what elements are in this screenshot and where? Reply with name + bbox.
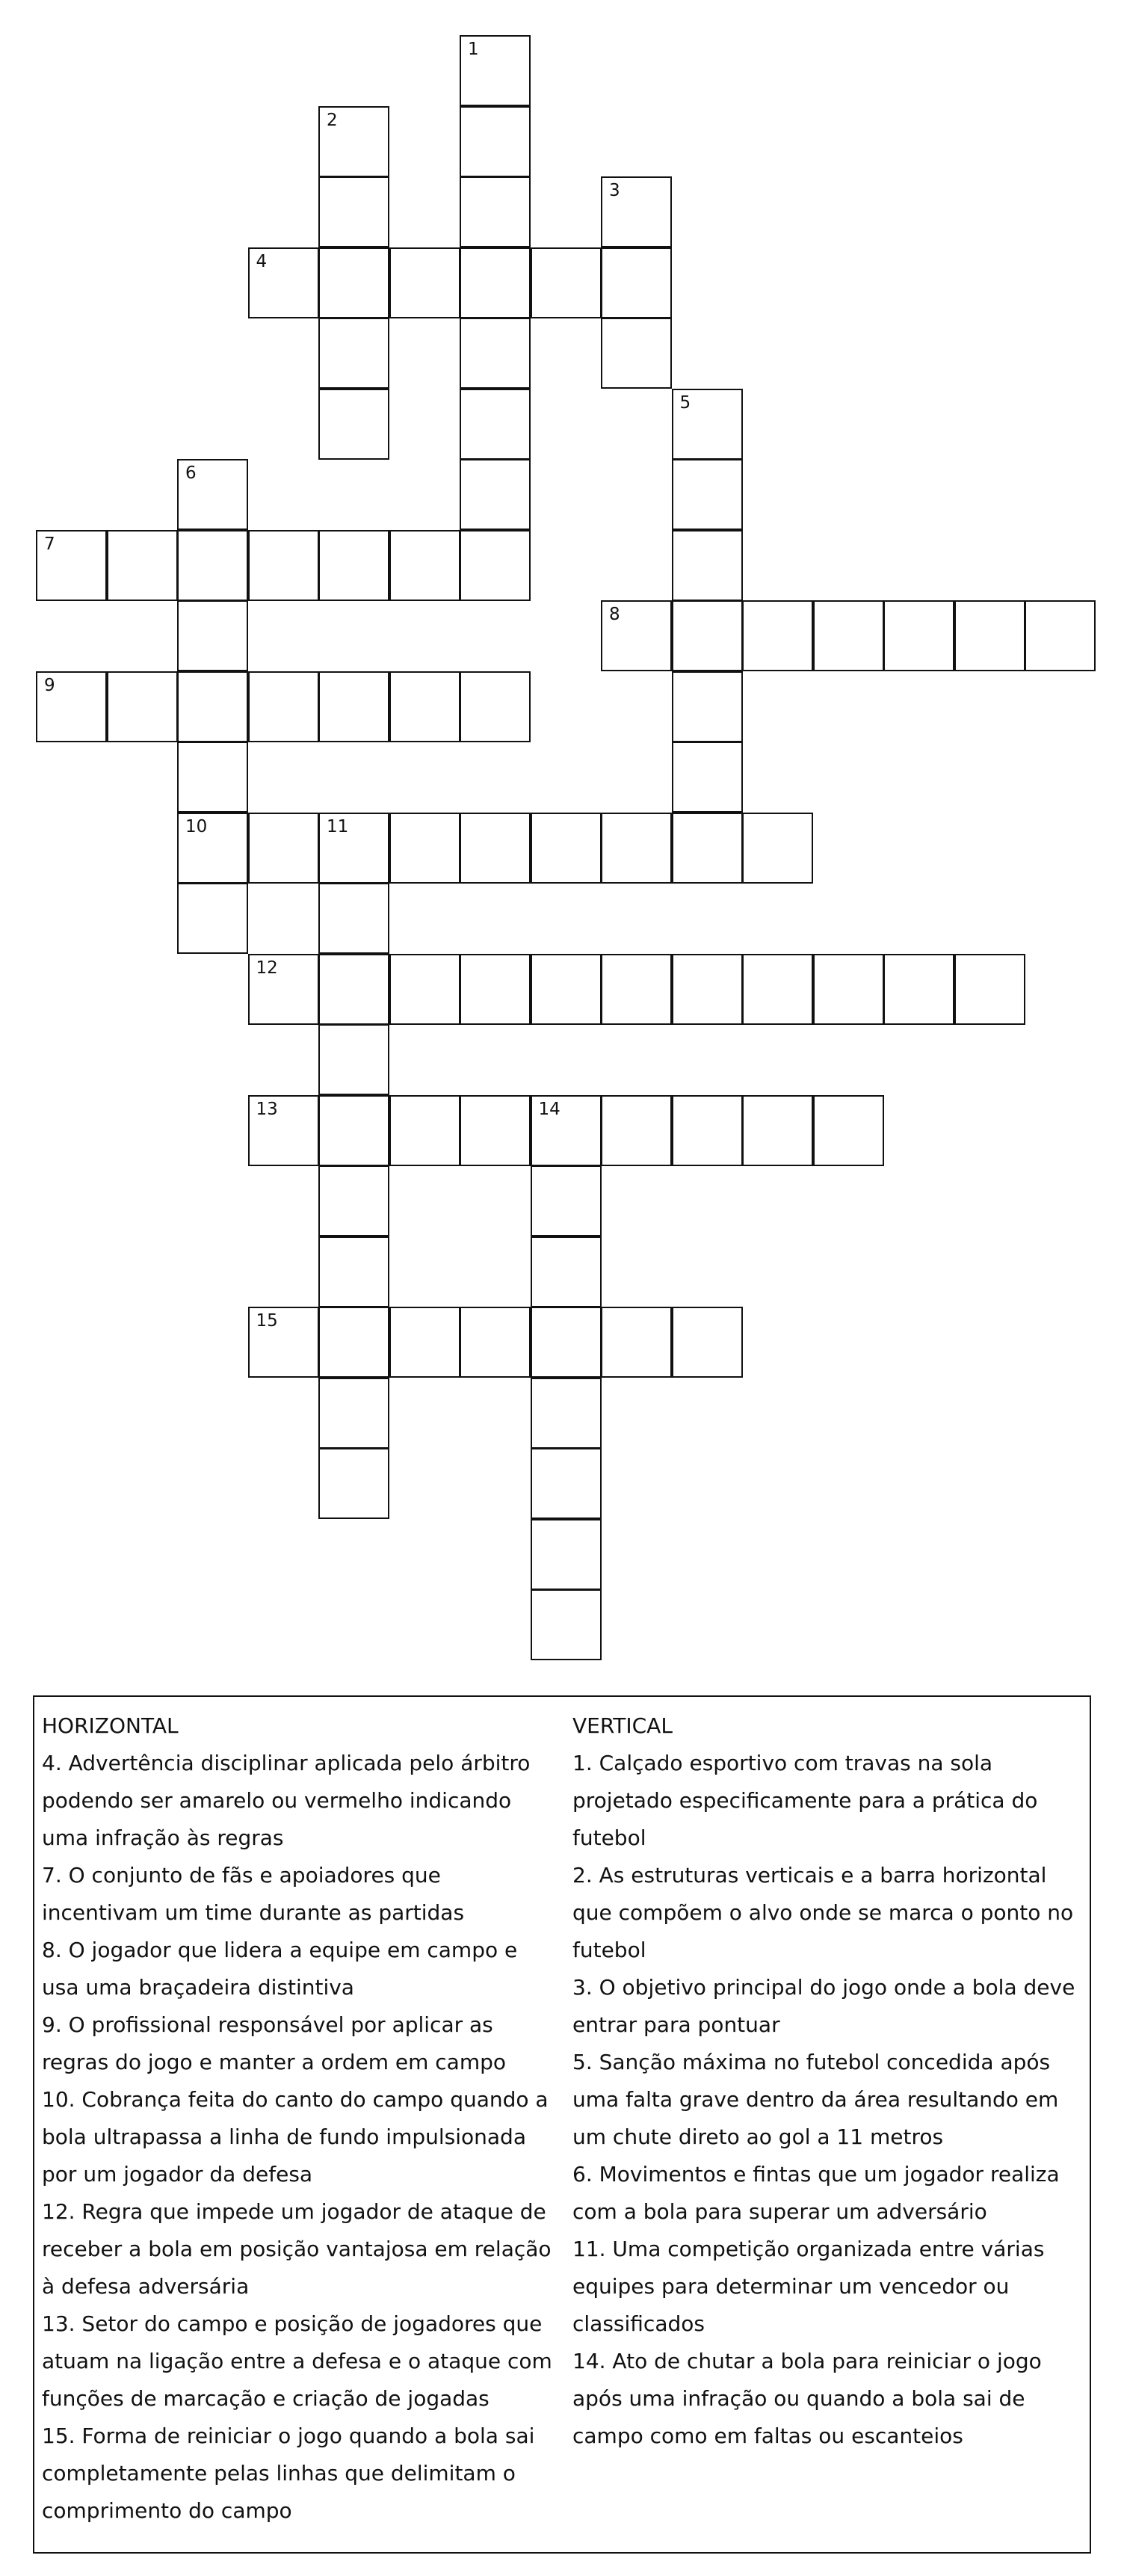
grid-cell[interactable] xyxy=(531,1519,602,1590)
grid-cell[interactable] xyxy=(813,1095,884,1166)
grid-cell[interactable] xyxy=(672,671,743,742)
grid-cell[interactable] xyxy=(177,600,248,671)
clue-down-2: 2. As estruturas verticais e a barra horizontal que compõem o alvo onde se marca o ponto no futebol xyxy=(572,1863,1074,1962)
grid-cell[interactable] xyxy=(177,530,248,601)
grid-cell[interactable] xyxy=(318,106,389,177)
down-heading: VERTICAL xyxy=(572,1713,673,1738)
grid-cell[interactable] xyxy=(531,1165,602,1236)
clue-number: 5 xyxy=(679,392,691,413)
clue-down-5: 5. Sanção máxima no futebol concedida após uma falta grave dentro da área resultando em um chute direto ao gol a 11 metros xyxy=(572,2050,1059,2149)
grid-cell[interactable] xyxy=(601,318,672,389)
clue-down-6: 6. Movimentos e fintas que um jogador realiza com a bola para superar um adversário xyxy=(572,2162,1060,2224)
clue-number: 7 xyxy=(44,534,55,554)
grid-cell[interactable] xyxy=(813,954,884,1025)
grid-cell[interactable] xyxy=(460,954,531,1025)
grid-cell[interactable] xyxy=(248,671,319,742)
grid-cell[interactable] xyxy=(531,1307,602,1378)
grid-cell[interactable] xyxy=(601,247,672,318)
grid-cell[interactable] xyxy=(672,954,743,1025)
grid-cell[interactable] xyxy=(531,1095,602,1166)
grid-cell[interactable] xyxy=(36,530,107,601)
grid-cell[interactable] xyxy=(672,813,743,884)
grid-cell[interactable] xyxy=(742,600,813,671)
grid-cell[interactable] xyxy=(460,106,531,177)
grid-cell[interactable] xyxy=(177,742,248,813)
grid-cell[interactable] xyxy=(318,530,389,601)
grid-cell[interactable] xyxy=(460,318,531,389)
clue-number: 10 xyxy=(185,816,208,836)
grid-cell[interactable] xyxy=(36,671,107,742)
grid-cell[interactable] xyxy=(460,459,531,530)
grid-cell[interactable] xyxy=(248,954,319,1025)
grid-cell[interactable] xyxy=(318,883,389,954)
grid-cell[interactable] xyxy=(531,1448,602,1519)
grid-cell[interactable] xyxy=(672,459,743,530)
grid-cell[interactable] xyxy=(460,671,531,742)
grid-cell[interactable] xyxy=(601,1095,672,1166)
grid-cell[interactable] xyxy=(672,1095,743,1166)
grid-cell[interactable] xyxy=(531,1589,602,1660)
grid-cell[interactable] xyxy=(672,742,743,813)
clue-number: 4 xyxy=(256,251,268,271)
grid-cell[interactable] xyxy=(531,247,602,318)
grid-cell[interactable] xyxy=(531,1378,602,1449)
grid-cell[interactable] xyxy=(318,671,389,742)
grid-cell[interactable] xyxy=(318,318,389,389)
grid-cell[interactable] xyxy=(1025,600,1096,671)
across-heading: HORIZONTAL xyxy=(42,1713,179,1738)
grid-cell[interactable] xyxy=(813,600,884,671)
grid-cell[interactable] xyxy=(883,600,954,671)
grid-cell[interactable] xyxy=(389,1095,460,1166)
clue-across-9: 9. O profissional responsável por aplicar as regras do jogo e manter a ordem em campo xyxy=(42,2012,507,2074)
grid-cell[interactable] xyxy=(460,247,531,318)
grid-cell[interactable] xyxy=(460,530,531,601)
grid-cell[interactable] xyxy=(107,671,178,742)
grid-cell[interactable] xyxy=(248,813,319,884)
grid-cell[interactable] xyxy=(318,247,389,318)
clue-number: 11 xyxy=(327,816,349,836)
clue-down-14: 14. Ato de chutar a bola para reiniciar o jogo após uma infração ou quando a bola sai de campo como em faltas ou escanteios xyxy=(572,2349,1042,2448)
grid-cell[interactable] xyxy=(460,1095,531,1166)
grid-cell[interactable] xyxy=(531,954,602,1025)
clue-number: 15 xyxy=(256,1311,278,1331)
grid-cell[interactable] xyxy=(460,35,531,106)
clue-across-7: 7. O conjunto de fãs e apoiadores que incentivam um time durante as partidas xyxy=(42,1863,465,1925)
clue-across-15: 15. Forma de reiniciar o jogo quando a bola sai completamente pelas linhas que delimitam o comprimento do campo xyxy=(42,2424,535,2523)
grid-cell[interactable] xyxy=(672,389,743,460)
grid-cell[interactable] xyxy=(460,813,531,884)
grid-cell[interactable] xyxy=(389,247,460,318)
grid-cell[interactable] xyxy=(248,1307,319,1378)
grid-cell[interactable] xyxy=(601,600,672,671)
grid-cell[interactable] xyxy=(601,176,672,247)
grid-cell[interactable] xyxy=(601,954,672,1025)
grid-cell[interactable] xyxy=(318,1307,389,1378)
clue-down-1: 1. Calçado esportivo com travas na sola projetado especificamente para a prática do futebol xyxy=(572,1751,1038,1850)
clue-across-13: 13. Setor do campo e posição de jogadores que atuam na ligação entre a defesa e o ataque com funções de marcação e criação de jogadas xyxy=(42,2311,552,2411)
clue-across-12: 12. Regra que impede um jogador de ataque de receber a bola em posição vantajosa em relação à defesa adversária xyxy=(42,2199,552,2299)
grid-cell[interactable] xyxy=(460,1307,531,1378)
clue-number: 13 xyxy=(256,1099,278,1119)
grid-cell[interactable] xyxy=(177,813,248,884)
clue-number: 14 xyxy=(538,1099,561,1119)
grid-cell[interactable] xyxy=(318,1095,389,1166)
grid-cell[interactable] xyxy=(672,600,743,671)
grid-cell[interactable] xyxy=(248,1095,319,1166)
grid-cell[interactable] xyxy=(389,954,460,1025)
grid-cell[interactable] xyxy=(460,389,531,460)
grid-cell[interactable] xyxy=(389,813,460,884)
grid-cell[interactable] xyxy=(389,530,460,601)
grid-cell[interactable] xyxy=(742,954,813,1025)
grid-cell[interactable] xyxy=(389,671,460,742)
grid-cell[interactable] xyxy=(389,1307,460,1378)
grid-cell[interactable] xyxy=(460,176,531,247)
clue-across-4: 4. Advertência disciplinar aplicada pelo árbitro podendo ser amarelo ou vermelho indicando uma infração às regras xyxy=(42,1751,531,1850)
grid-cell[interactable] xyxy=(531,813,602,884)
grid-cell[interactable] xyxy=(883,954,954,1025)
grid-cell[interactable] xyxy=(248,247,319,318)
grid-cell[interactable] xyxy=(601,813,672,884)
grid-cell[interactable] xyxy=(318,1024,389,1095)
grid-cell[interactable] xyxy=(954,954,1025,1025)
down-clues xyxy=(572,1707,1088,2455)
clue-number: 1 xyxy=(468,40,479,59)
grid-cell[interactable] xyxy=(177,459,248,530)
clue-number: 9 xyxy=(44,675,55,695)
clue-number: 12 xyxy=(256,958,278,978)
grid-cell[interactable] xyxy=(318,176,389,247)
grid-cell[interactable] xyxy=(672,530,743,601)
clue-number: 8 xyxy=(609,605,620,624)
grid-cell[interactable] xyxy=(318,954,389,1025)
grid-cell[interactable] xyxy=(601,1307,672,1378)
grid-cell[interactable] xyxy=(177,671,248,742)
grid-cell[interactable] xyxy=(107,530,178,601)
grid-cell[interactable] xyxy=(318,389,389,460)
clue-across-8: 8. O jogador que lidera a equipe em campo e usa uma braçadeira distintiva xyxy=(42,1938,518,2000)
clue-number: 2 xyxy=(327,110,338,130)
grid-cell[interactable] xyxy=(318,1448,389,1519)
grid-cell[interactable] xyxy=(177,883,248,954)
grid-cell[interactable] xyxy=(318,1378,389,1449)
grid-cell[interactable] xyxy=(742,1095,813,1166)
across-clues xyxy=(42,1707,558,2530)
grid-cell[interactable] xyxy=(742,813,813,884)
grid-cell[interactable] xyxy=(248,530,319,601)
grid-cell[interactable] xyxy=(672,1307,743,1378)
clue-down-11: 11. Uma competição organizada entre várias equipes para determinar um vencedor ou classificados xyxy=(572,2237,1045,2336)
grid-cell[interactable] xyxy=(318,1236,389,1307)
grid-cell[interactable] xyxy=(318,813,389,884)
clue-number: 6 xyxy=(185,463,197,483)
clue-across-10: 10. Cobrança feita do canto do campo quando a bola ultrapassa a linha de fundo impulsionada por um jogador da defesa xyxy=(42,2087,549,2187)
clue-number: 3 xyxy=(609,181,620,200)
clue-down-3: 3. O objetivo principal do jogo onde a bola deve entrar para pontuar xyxy=(572,1975,1075,2037)
grid-cell[interactable] xyxy=(318,1165,389,1236)
clues-box xyxy=(33,1695,1091,2554)
grid-cell[interactable] xyxy=(954,600,1025,671)
grid-cell[interactable] xyxy=(531,1236,602,1307)
